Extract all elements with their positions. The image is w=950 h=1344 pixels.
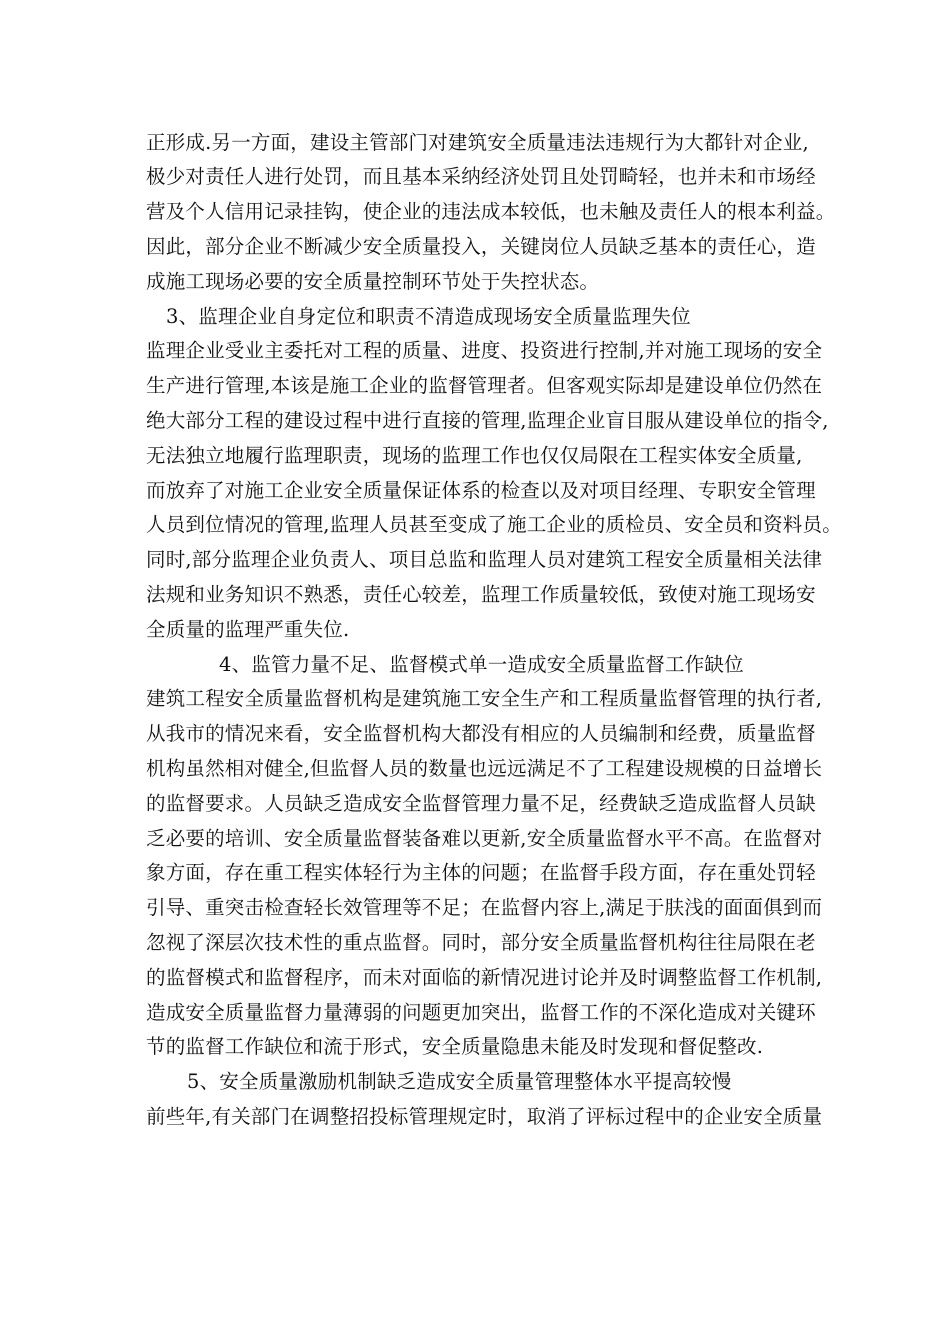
text-line: 正形成.另一方面，建设主管部门对建筑安全质量违法违规行为大都针对企业, [146, 131, 809, 154]
text-line: 人员到位情况的管理,监理人员甚至变成了施工企业的质检员、安全员和资料员。 [146, 513, 842, 536]
text-line: 忽视了深层次技术性的重点监督。同时，部分安全质量监督机构往往局限在老 [146, 931, 816, 954]
text-line: 监理企业受业主委托对工程的质量、进度、投资进行控制,并对施工现场的安全 [146, 339, 823, 362]
text-line: 而放弃了对施工企业安全质量保证体系的检查以及对项目经理、专职安全管理 [146, 479, 816, 502]
text-line: 营及个人信用记录挂钩，使企业的违法成本较低，也未触及责任人的根本利益。 [146, 200, 836, 223]
text-line: 前些年,有关部门在调整招投标管理规定时，取消了评标过程中的企业安全质量 [146, 1105, 823, 1128]
text-line: 从我市的情况来看，安全监督机构大都没有相应的人员编制和经费，质量监督 [146, 722, 816, 745]
text-line: 引导、重突击检查轻长效管理等不足；在监督内容上,满足于肤浅的面面俱到而 [146, 896, 823, 919]
text-line: 机构虽然相对健全,但监督人员的数量也远远满足不了工程建设规模的日益增长 [146, 757, 823, 780]
text-line: 造成安全质量监督力量薄弱的问题更加突出，监督工作的不深化造成对关键环 [146, 1001, 816, 1024]
section-heading: 5、安全质量激励机制缺乏造成安全质量管理整体水平提高较慢 [187, 1070, 732, 1093]
text-line: 建筑工程安全质量监督机构是建筑施工安全生产和工程质量监督管理的执行者, [146, 687, 823, 710]
text-line: 的监督模式和监督程序，而未对面临的新情况进讨论并及时调整监督工作机制, [146, 966, 823, 989]
text-line: 法规和业务知识不熟悉，责任心较差，监理工作质量较低，致使对施工现场安 [146, 583, 816, 606]
text-line: 乏必要的培训、安全质量监督装备难以更新,安全质量监督水平不高。在监督对 [146, 827, 823, 850]
text-line: 节的监督工作缺位和流于形式，安全质量隐患未能及时发现和督促整改. [146, 1035, 764, 1058]
text-line: 象方面，存在重工程实体轻行为主体的问题；在监督手段方面，存在重处罚轻 [146, 861, 816, 884]
text-line: 无法独立地履行监理职责，现场的监理工作也仅仅局限在工程实体安全质量, [146, 444, 803, 467]
text-line: 极少对责任人进行处罚，而且基本采纳经济处罚且处罚畸轻，也并未和市场经 [146, 165, 816, 188]
text-line: 生产进行管理,本该是施工企业的监督管理者。但客观实际却是建设单位仍然在 [146, 374, 823, 397]
section-heading: 3、监理企业自身定位和职责不清造成现场安全质量监理失位 [166, 305, 691, 328]
text-line: 因此，部分企业不断减少安全质量投入，关键岗位人员缺乏基本的责任心，造 [146, 235, 816, 258]
text-line: 全质量的监理严重失位. [146, 618, 350, 641]
text-line: 同时,部分监理企业负责人、项目总监和监理人员对建筑工程安全质量相关法律 [146, 548, 823, 571]
text-line: 绝大部分工程的建设过程中进行直接的管理,监理企业盲目服从建设单位的指令, [146, 409, 829, 432]
text-line: 的监督要求。人员缺乏造成安全监督管理力量不足，经费缺乏造成监督人员缺 [146, 792, 816, 815]
section-heading: 4、监管力量不足、监督模式单一造成安全质量监督工作缺位 [219, 653, 744, 676]
text-line: 成施工现场必要的安全质量控制环节处于失控状态。 [146, 270, 600, 293]
